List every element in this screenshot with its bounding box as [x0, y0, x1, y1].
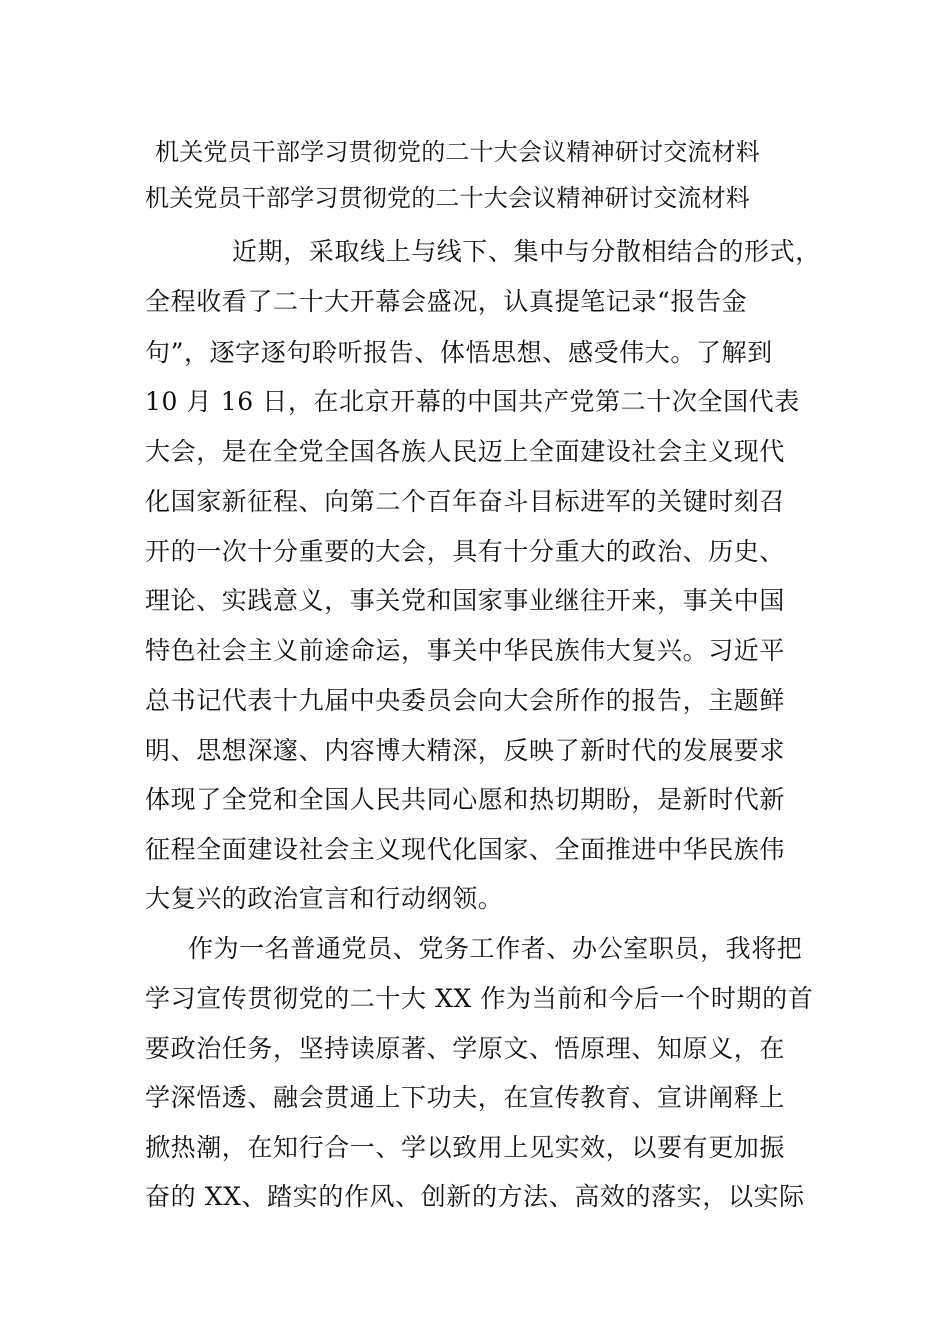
paragraph-line: 10 月 16 日，在北京开幕的中国共产党第二十次全国代表	[145, 387, 800, 416]
document-title: 机关党员干部学习贯彻党的二十大会议精神研讨交流材料	[155, 138, 760, 166]
paragraph-line: 理论、实践意义，事关党和国家事业继往开来，事关中国	[145, 586, 786, 615]
paragraph-line: 大会，是在全党全国各族人民迈上全面建设社会主义现代	[145, 437, 786, 466]
paragraph-line: 作为一名普通党员、党务工作者、办公室职员，我将把	[188, 934, 803, 963]
paragraph-line: 总书记代表十九届中央委员会向大会所作的报告，主题鲜	[145, 686, 786, 715]
paragraph-line: 征程全面建设社会主义现代化国家、全面推进中华民族伟	[145, 835, 786, 864]
paragraph-line: 近期，采取线上与线下、集中与分散相结合的形式，	[232, 237, 821, 266]
paragraph-line: 化国家新征程、向第二个百年奋斗目标进军的关键时刻召	[145, 487, 786, 516]
paragraph-line: 句”，逐字逐句聆听报告、体悟思想、感受伟大。了解到	[145, 338, 773, 367]
paragraph-line: 学深悟透、融会贯通上下功夫，在宣传教育、宣讲阐释上	[145, 1083, 786, 1112]
paragraph-line: 大复兴的政治宣言和行动纲领。	[145, 884, 504, 913]
paragraph-line: 开的一次十分重要的大会，具有十分重大的政治、历史、	[145, 537, 786, 566]
document-title-repeat: 机关党员干部学习贯彻党的二十大会议精神研讨交流材料	[145, 184, 750, 212]
paragraph-line: 要政治任务，坚持读原著、学原文、悟原理、知原义，在	[145, 1034, 786, 1063]
paragraph-line: 学习宣传贯彻党的二十大 XX 作为当前和今后一个时期的首	[145, 984, 814, 1013]
paragraph-line: 明、思想深邃、内容博大精深，反映了新时代的发展要求	[145, 736, 786, 765]
paragraph-line: 全程收看了二十大开幕会盛况，认真提笔记录“报告金	[145, 287, 748, 316]
paragraph-line: 特色社会主义前途命运，事关中华民族伟大复兴。习近平	[145, 636, 786, 665]
paragraph-line: 掀热潮，在知行合一、学以致用上见实效，以要有更加振	[145, 1133, 786, 1162]
paragraph-line: 奋的 XX、踏实的作风、创新的方法、高效的落实，以实际	[145, 1182, 805, 1211]
paragraph-line: 体现了全党和全国人民共同心愿和热切期盼，是新时代新	[145, 785, 786, 814]
